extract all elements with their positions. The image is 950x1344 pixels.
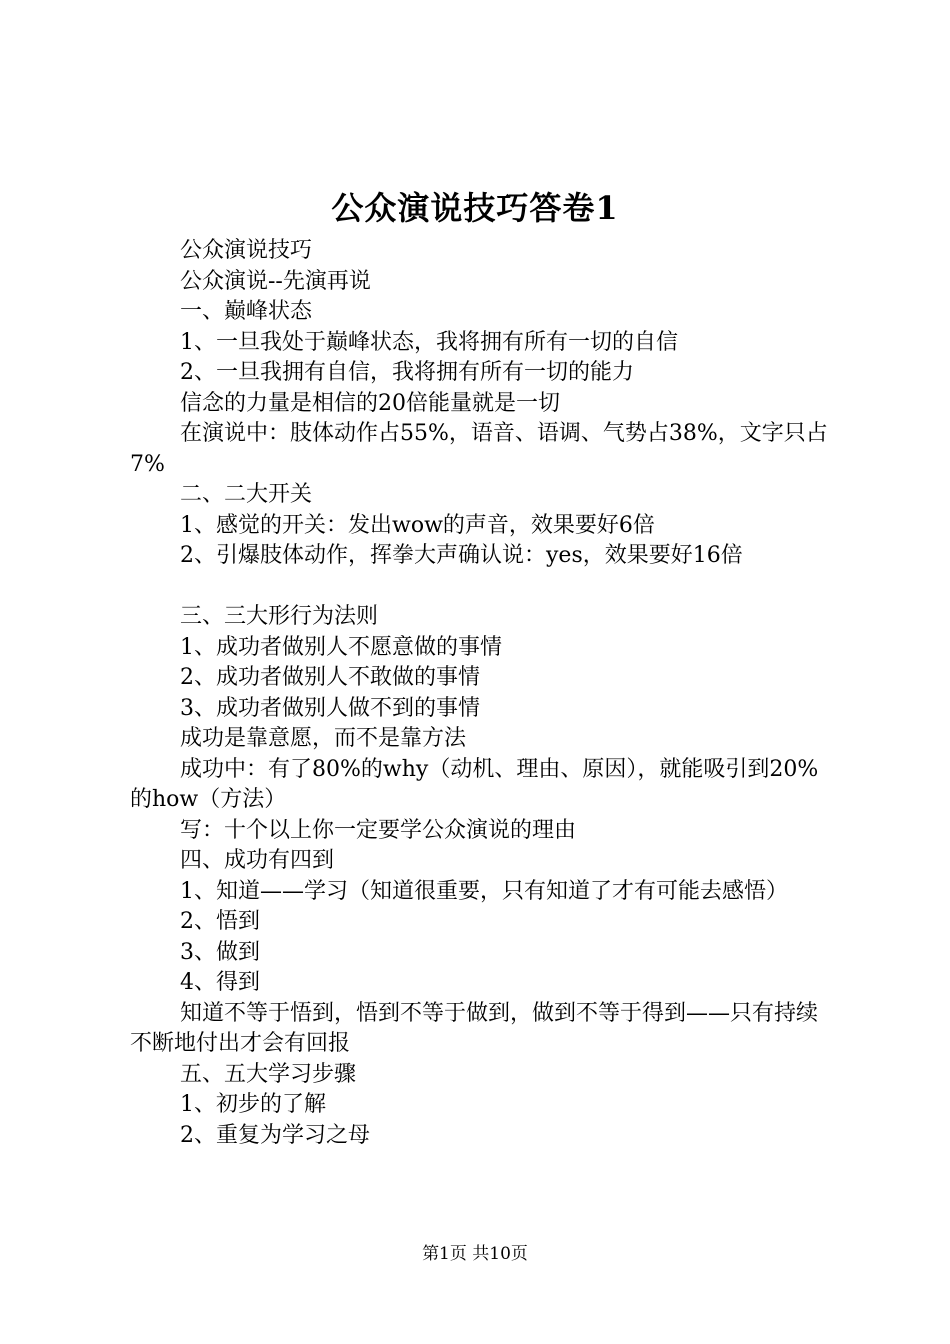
section-heading: 二、二大开关 bbox=[180, 482, 313, 507]
paragraph: 写：十个以上你一定要学公众演说的理由 bbox=[180, 817, 577, 843]
list-item: 4、得到 bbox=[180, 970, 260, 995]
paragraph: 成功中：有了80%的why（动机、理由、原因），就能吸引到20%的how（方法） bbox=[130, 756, 819, 812]
list-item: 2、悟到 bbox=[180, 909, 260, 934]
paragraph: 成功是靠意愿，而不是靠方法 bbox=[180, 726, 467, 751]
document-body bbox=[130, 236, 832, 1151]
section-heading: 四、成功有四到 bbox=[180, 848, 335, 873]
list-item: 1、一旦我处于巅峰状态，我将拥有所有一切的自信 bbox=[180, 329, 678, 355]
page-footer: 第1页 共10页 bbox=[422, 1244, 528, 1264]
list-item: 2、重复为学习之母 bbox=[180, 1122, 370, 1148]
list-item: 2、成功者做别人不敢做的事情 bbox=[180, 665, 480, 690]
paragraph: 在演说中：肢体动作占55%，语音、语调、气势占38%，文字只占7% bbox=[130, 421, 828, 477]
list-item: 1、成功者做别人不愿意做的事情 bbox=[180, 634, 502, 660]
paragraph: 信念的力量是相信的20倍能量就是一切 bbox=[180, 390, 560, 416]
list-item: 1、感觉的开关：发出wow的声音，效果要好6倍 bbox=[180, 512, 655, 538]
list-item: 2、引爆肢体动作，挥拳大声确认说：yes，效果要好16倍 bbox=[180, 543, 743, 568]
paragraph: 公众演说--先演再说 bbox=[180, 268, 371, 294]
list-item: 2、一旦我拥有自信，我将拥有所有一切的能力 bbox=[180, 360, 634, 385]
paragraph: 知道不等于悟到，悟到不等于做到，做到不等于得到——只有持续不断地付出才会有回报 bbox=[130, 1000, 819, 1056]
document-title: 公众演说技巧答卷1 bbox=[331, 189, 619, 227]
section-heading: 一、巅峰状态 bbox=[180, 299, 313, 324]
list-item: 3、做到 bbox=[180, 939, 260, 965]
list-item: 1、知道——学习（知道很重要，只有知道了才有可能去感悟） bbox=[180, 878, 788, 904]
list-item: 3、成功者做别人做不到的事情 bbox=[180, 695, 480, 721]
list-item: 1、初步的了解 bbox=[180, 1092, 326, 1117]
paragraph: 公众演说技巧 bbox=[180, 238, 313, 263]
section-heading: 三、三大形行为法则 bbox=[180, 604, 379, 629]
section-heading: 五、五大学习步骤 bbox=[180, 1061, 357, 1087]
blank-line bbox=[130, 572, 832, 603]
